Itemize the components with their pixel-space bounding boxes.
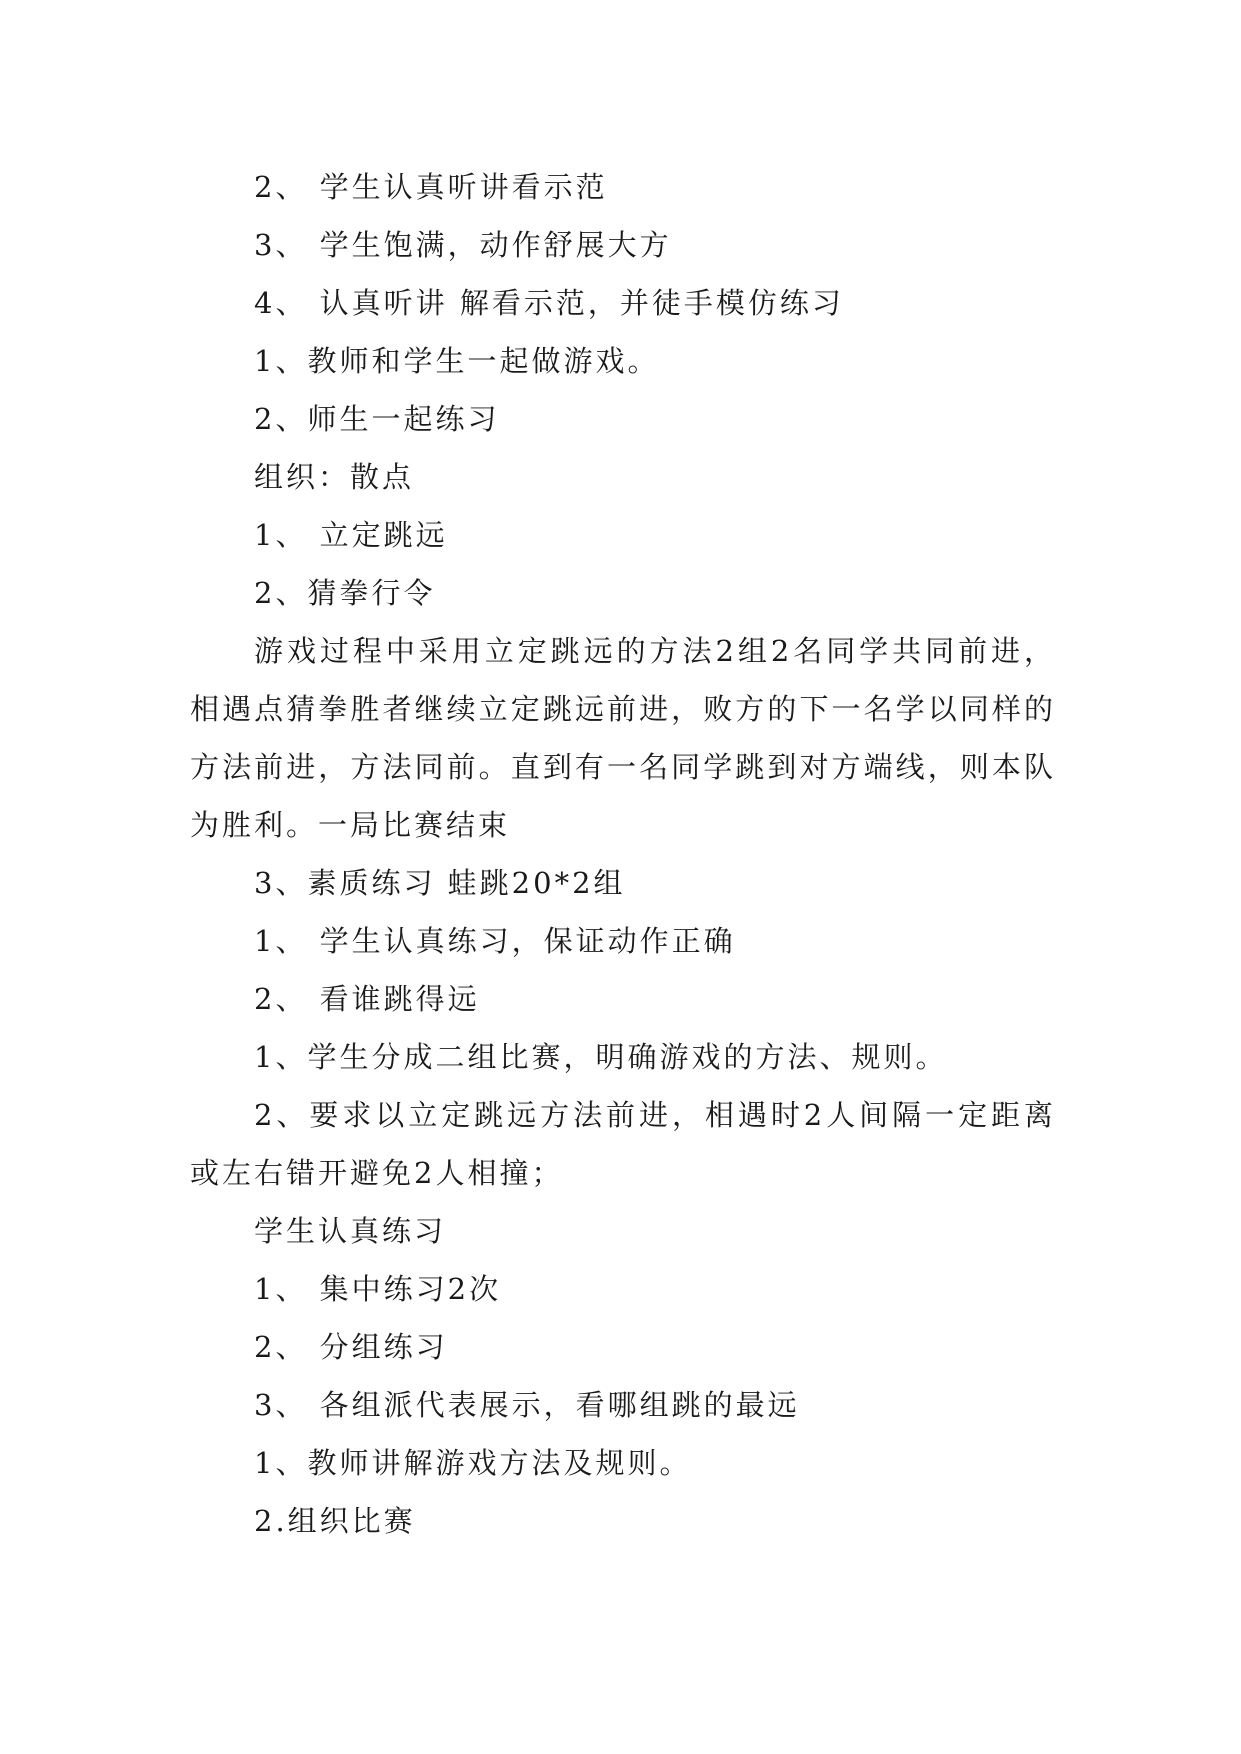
paragraph: 2、要求以立定跳远方法前进，相遇时2人间隔一定距离或左右错开避免2人相撞； <box>190 1098 1056 1190</box>
paragraph: 2、 学生认真听讲看示范 <box>254 170 608 204</box>
paragraph: 游戏过程中采用立定跳远的方法2组2名同学共同前进，相遇点猜拳胜者继续立定跳远前进，败方的下一名学以同样的方法前进，方法同前。直到有一名同学跳到对方端线，则本队为胜利。一局比赛结束 <box>190 634 1056 842</box>
paragraph: 3、 各组派代表展示，看哪组跳的最远 <box>254 1388 800 1422</box>
paragraph: 1、 学生认真练习，保证动作正确 <box>254 924 736 958</box>
paragraph: 1、 立定跳远 <box>254 518 448 552</box>
paragraph: 2、 分组练习 <box>254 1330 448 1364</box>
document-body <box>190 158 1056 1550</box>
paragraph: 2.组织比赛 <box>254 1504 416 1538</box>
paragraph: 2、猜拳行令 <box>254 576 436 610</box>
paragraph: 2、师生一起练习 <box>254 402 500 436</box>
paragraph: 4、 认真听讲 解看示范，并徒手模仿练习 <box>254 286 844 320</box>
paragraph: 2、 看谁跳得远 <box>254 982 480 1016</box>
paragraph: 1、教师和学生一起做游戏。 <box>254 344 660 378</box>
paragraph: 学生认真练习 <box>254 1214 447 1248</box>
paragraph: 1、学生分成二组比赛，明确游戏的方法、规则。 <box>254 1040 948 1074</box>
paragraph: 3、 学生饱满，动作舒展大方 <box>254 228 672 262</box>
paragraph: 1、 集中练习2次 <box>254 1272 502 1306</box>
paragraph: 3、素质练习 蛙跳20*2组 <box>254 866 626 900</box>
paragraph: 组织：散点 <box>254 460 415 494</box>
paragraph: 1、教师讲解游戏方法及规则。 <box>254 1446 692 1480</box>
